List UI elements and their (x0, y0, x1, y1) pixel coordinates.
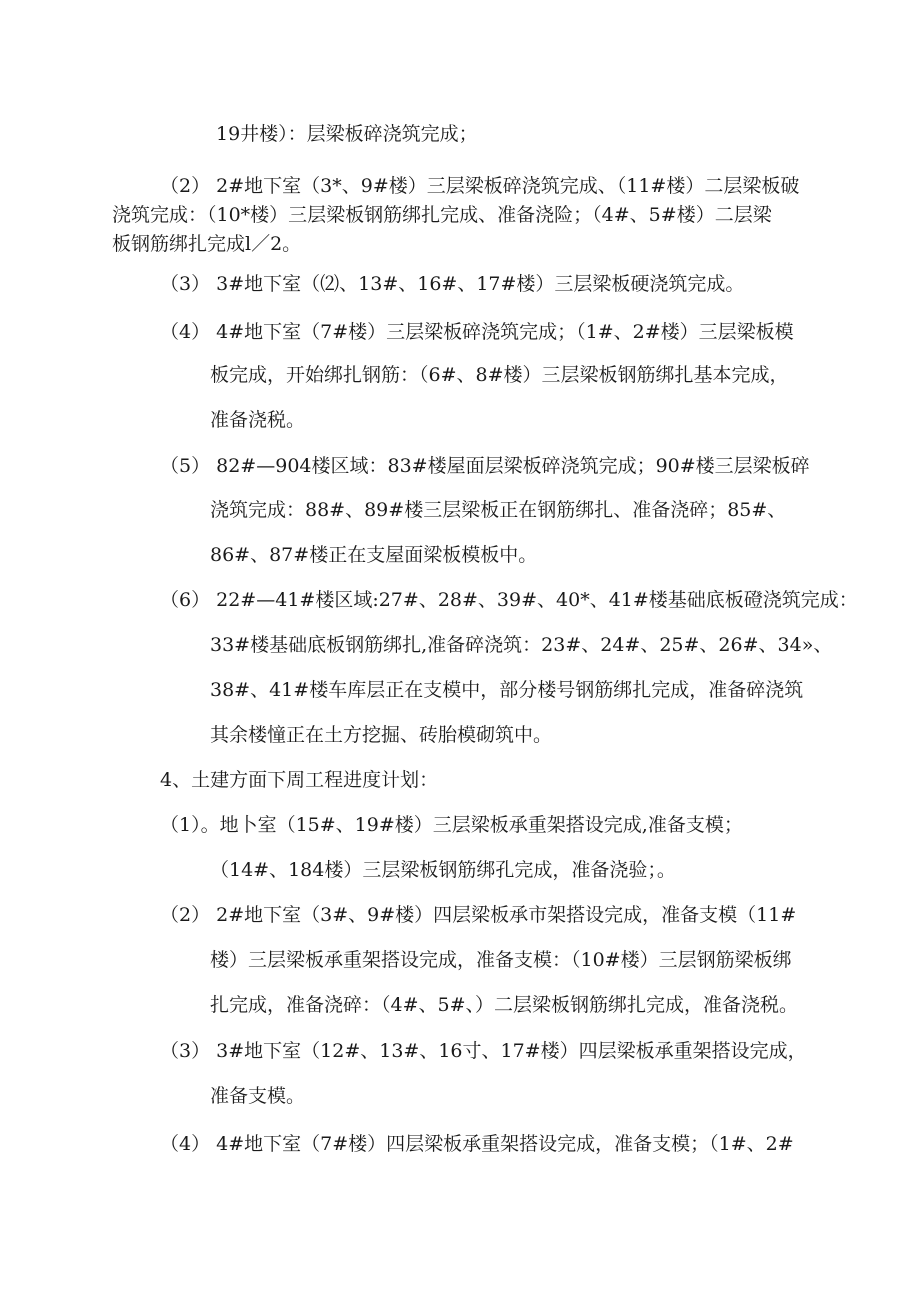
text-line: （2） 2#地下室（3*、9#楼）三层梁板碎浇筑完成、（11#楼）二层梁板破 (160, 175, 800, 197)
text-line: 19井楼）：层梁板碎浇筑完成； (216, 123, 478, 145)
text-line: （3） 3#地下室（12#、13#、16寸、17#楼）四层梁板承重架搭设完成， (160, 1040, 807, 1062)
text-line: （5） 82#—904楼区域：83#楼屋面层梁板碎浇筑完成；90#楼三层梁板碎 (160, 455, 810, 477)
text-line: 板完成，开始绑扎钢筋：（6#、8#楼）三层梁板钢筋绑扎基本完成， (210, 364, 789, 386)
text-line: 准备浇税。 (210, 409, 306, 431)
text-line: （6） 22#—41#楼区域:27#、28#、39#、40*、41#楼基础底板磴浇筑完成： (160, 589, 858, 611)
text-line: 扎完成，准备浇碎：（4#、5#、）二层梁板钢筋绑扎完成，准备浇税。 (210, 994, 799, 1016)
text-line: 板钢筋绑扎完成l／2。 (112, 233, 302, 255)
text-line: 准备支模。 (210, 1085, 306, 1107)
text-line: （14#、184楼）三层梁板钢筋绑孔完成，准备浇验；。 (210, 859, 676, 881)
section-heading: 4、土建方面下周工程进度计划： (160, 769, 439, 791)
text-line: 33#楼基础底板钢筋绑扎,准备碎浇筑：23#、24#、25#、26#、34»、 (210, 634, 833, 656)
text-line: 浇筑完成：（10*楼）三层梁板钢筋绑扎完成、准备浇险；（4#、5#楼）二层梁 (112, 204, 772, 226)
text-line: 楼）三层梁板承重架搭设完成，准备支模：（10#楼）三层钢筋梁板绑 (210, 949, 792, 971)
text-line: 其余楼憧正在土方挖掘、砖胎模砌筑中。 (210, 724, 553, 746)
text-line: 38#、41#楼车库层正在支模中，部分楼号钢筋绑扎完成，准备碎浇筑 (210, 679, 804, 701)
text-line: （1）。地卜室（15#、19#楼）三层梁板承重架搭设完成,准备支模； (160, 814, 743, 836)
text-line: 86#、87#楼正在支屋面梁板模板中。 (210, 544, 538, 566)
text-line: （2） 2#地下室（3#、9#楼）四层梁板承市架搭设完成，准备支模（11# (160, 904, 797, 926)
text-line: 浇筑完成：88#、89#楼三层梁板正在钢筋绑扎、准备浇碎；85#、 (210, 499, 787, 521)
text-line: （4） 4#地下室（7#楼）三层梁板碎浇筑完成；（1#、2#楼）三层梁板模 (160, 321, 794, 343)
text-line: （4） 4#地下室（7#楼）四层梁板承重架搭设完成，准备支模；（1#、2# (160, 1133, 794, 1155)
text-line: （3） 3#地下室（⑵、13#、16#、17#楼）三层梁板硬浇筑完成。 (160, 273, 745, 295)
